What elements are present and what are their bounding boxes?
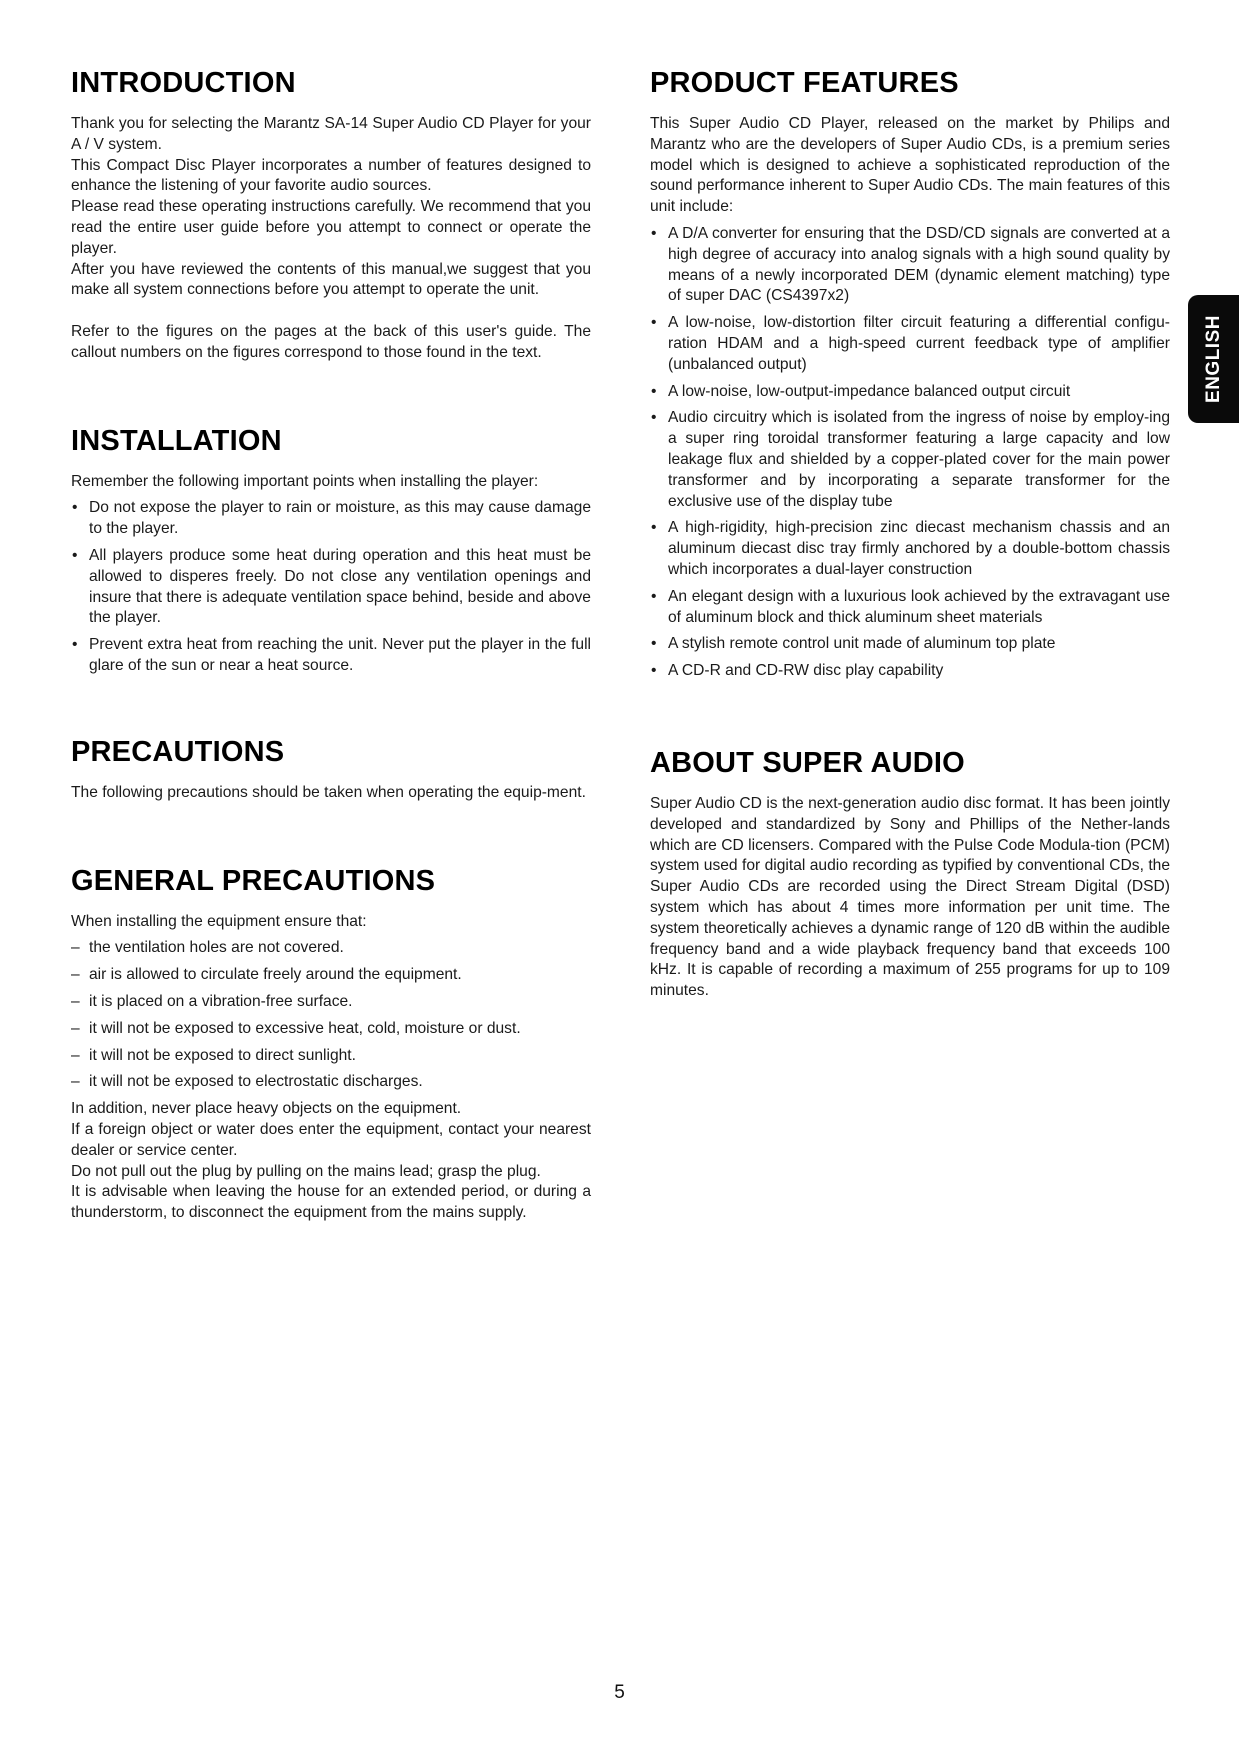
list-item: – the ventilation holes are not covered. — [71, 938, 591, 959]
list-item: • Prevent extra heat from reaching the unit. Never put the player in the full glare of the sun or near a heat source. — [71, 635, 591, 677]
intro-paragraph: Refer to the figures on the pages at the back of this user's guide. The callout numbers on the figures correspond to those found in the text. — [71, 322, 591, 361]
intro-paragraph: This Compact Disc Player incorporates a number of features designed to enhance the listening of your favorite audio sources. — [71, 156, 591, 195]
list-item: – it is placed on a vibration-free surface. — [71, 992, 591, 1013]
about-super-audio-section — [650, 744, 1170, 1002]
closing-paragraph: In addition, never place heavy objects on the equipment. — [71, 1100, 462, 1118]
product-features-list — [650, 224, 1170, 682]
installation-list — [71, 498, 591, 676]
language-tab — [1188, 295, 1239, 423]
list-item: • All players produce some heat during operation and this heat must be allowed to disperes freely. Do not close any ventilation openings and insure that there is adequate ventilation space behind, beside and above the player. — [71, 546, 591, 629]
installation-intro: Remember the following important points when installing the player: — [71, 472, 539, 490]
closing-paragraph: It is advisable when leaving the house for an extended period, or during a thunderstorm, to disconnect the equipment from the mains supply. — [71, 1183, 591, 1222]
list-item: • A high-rigidity, high-precision zinc diecast mechanism chassis and an aluminum diecast disc tray firmly anchored by a double-bottom chassis which incorporates a dual-layer construction — [650, 518, 1170, 580]
list-item: – it will not be exposed to excessive heat, cold, moisture or dust. — [71, 1019, 591, 1040]
about-super-audio-text: Super Audio CD is the next-generation audio disc format. It has been jointly developed and standardized by Sony and Phillips of the Nether-lands which are CD licensers. Compared with the Pulse Code Modula-tion (PCM) system used for digital audio recording as typified by conventional CDs, the Super Audio CDs are recorded using the Direct Stream Digital (DSD) system which has about 4 times more information per unit time. The system theoretically achieves a dynamic range of 120 dB within the audible frequency band and a wide playback frequency band that exceeds 100 kHz. It is capable of recording a maximum of 255 programs for up to 109 minutes. — [650, 794, 1170, 1000]
list-item: • A stylish remote control unit made of aluminum top plate — [650, 634, 1170, 655]
introduction-heading: INTRODUCTION — [71, 67, 296, 99]
about-super-audio-heading: ABOUT SUPER AUDIO — [650, 746, 965, 779]
intro-paragraph: Please read these operating instructions carefully. We recommend that you read the entire user guide before you attempt to connect or operate the player. — [71, 198, 591, 257]
intro-paragraph: After you have reviewed the contents of this manual,we suggest that you make all system connections before you attempt to operate the unit. — [71, 260, 591, 299]
intro-paragraph: Thank you for selecting the Marantz SA-14 Super Audio CD Player for your A / V system. — [71, 115, 591, 153]
list-item: • An elegant design with a luxurious look achieved by the extravagant use of aluminum block and thick aluminum sheet materials — [650, 587, 1170, 629]
introduction-section — [71, 64, 591, 364]
product-features-section — [650, 64, 1170, 682]
closing-paragraph: Do not pull out the plug by pulling on the mains lead; grasp the plug. — [71, 1162, 541, 1180]
list-item: • A low-noise, low-output-impedance balanced output circuit — [650, 382, 1170, 403]
list-item: • Audio circuitry which is isolated from the ingress of noise by employ-ing a super ring toroidal transformer featuring a large capacity and low leakage flux and shielded by a copper-plated cover for the main power transformer and by incorporating a separate transformer for the exclusive use of the display tube — [650, 408, 1170, 512]
installation-heading: INSTALLATION — [71, 424, 282, 457]
language-tab-label: ENGLISH — [1202, 315, 1224, 403]
product-features-intro: This Super Audio CD Player, released on the market by Philips and Marantz who are the developers of Super Audio CDs, is a premium series model which is designed to achieve a sophisticated reproduction of the sound performance inherent to Super Audio CDs. The main features of this unit include: — [650, 115, 1170, 216]
precautions-heading: PRECAUTIONS — [71, 735, 285, 768]
list-item: – it will not be exposed to direct sunlight. — [71, 1046, 591, 1067]
general-precautions-section — [71, 862, 591, 1224]
right-column — [650, 64, 1170, 1042]
left-column — [71, 64, 591, 1264]
list-item: • Do not expose the player to rain or moisture, as this may cause damage to the player. — [71, 498, 591, 540]
list-item: • A low-noise, low-distortion filter circuit featuring a differential configu-ration HDAM and a high-speed current feedback type of amplifier (unbalanced output) — [650, 313, 1170, 375]
spacer — [71, 301, 591, 322]
general-precautions-intro: When installing the equipment ensure that: — [71, 912, 367, 930]
list-item: – it will not be exposed to electrostatic discharges. — [71, 1072, 591, 1093]
page-number: 5 — [614, 1682, 625, 1703]
list-item: – air is allowed to circulate freely around the equipment. — [71, 965, 591, 986]
list-item: • A CD-R and CD-RW disc play capability — [650, 661, 1170, 682]
installation-section — [71, 422, 591, 677]
list-item: • A D/A converter for ensuring that the DSD/CD signals are converted at a high degree of accuracy into analog signals with a high sound quality by means of a newly incorporated DEM (dynamic element matching) type of super DAC (CS4397x2) — [650, 224, 1170, 307]
closing-paragraph: If a foreign object or water does enter the equipment, contact your nearest dealer or service center. — [71, 1120, 591, 1159]
precautions-text: The following precautions should be taken when operating the equip-ment. — [71, 783, 586, 801]
general-precautions-list — [71, 938, 591, 1093]
product-features-heading: PRODUCT FEATURES — [650, 67, 959, 99]
precautions-section — [71, 733, 591, 804]
general-precautions-heading: GENERAL PRECAUTIONS — [71, 864, 436, 897]
